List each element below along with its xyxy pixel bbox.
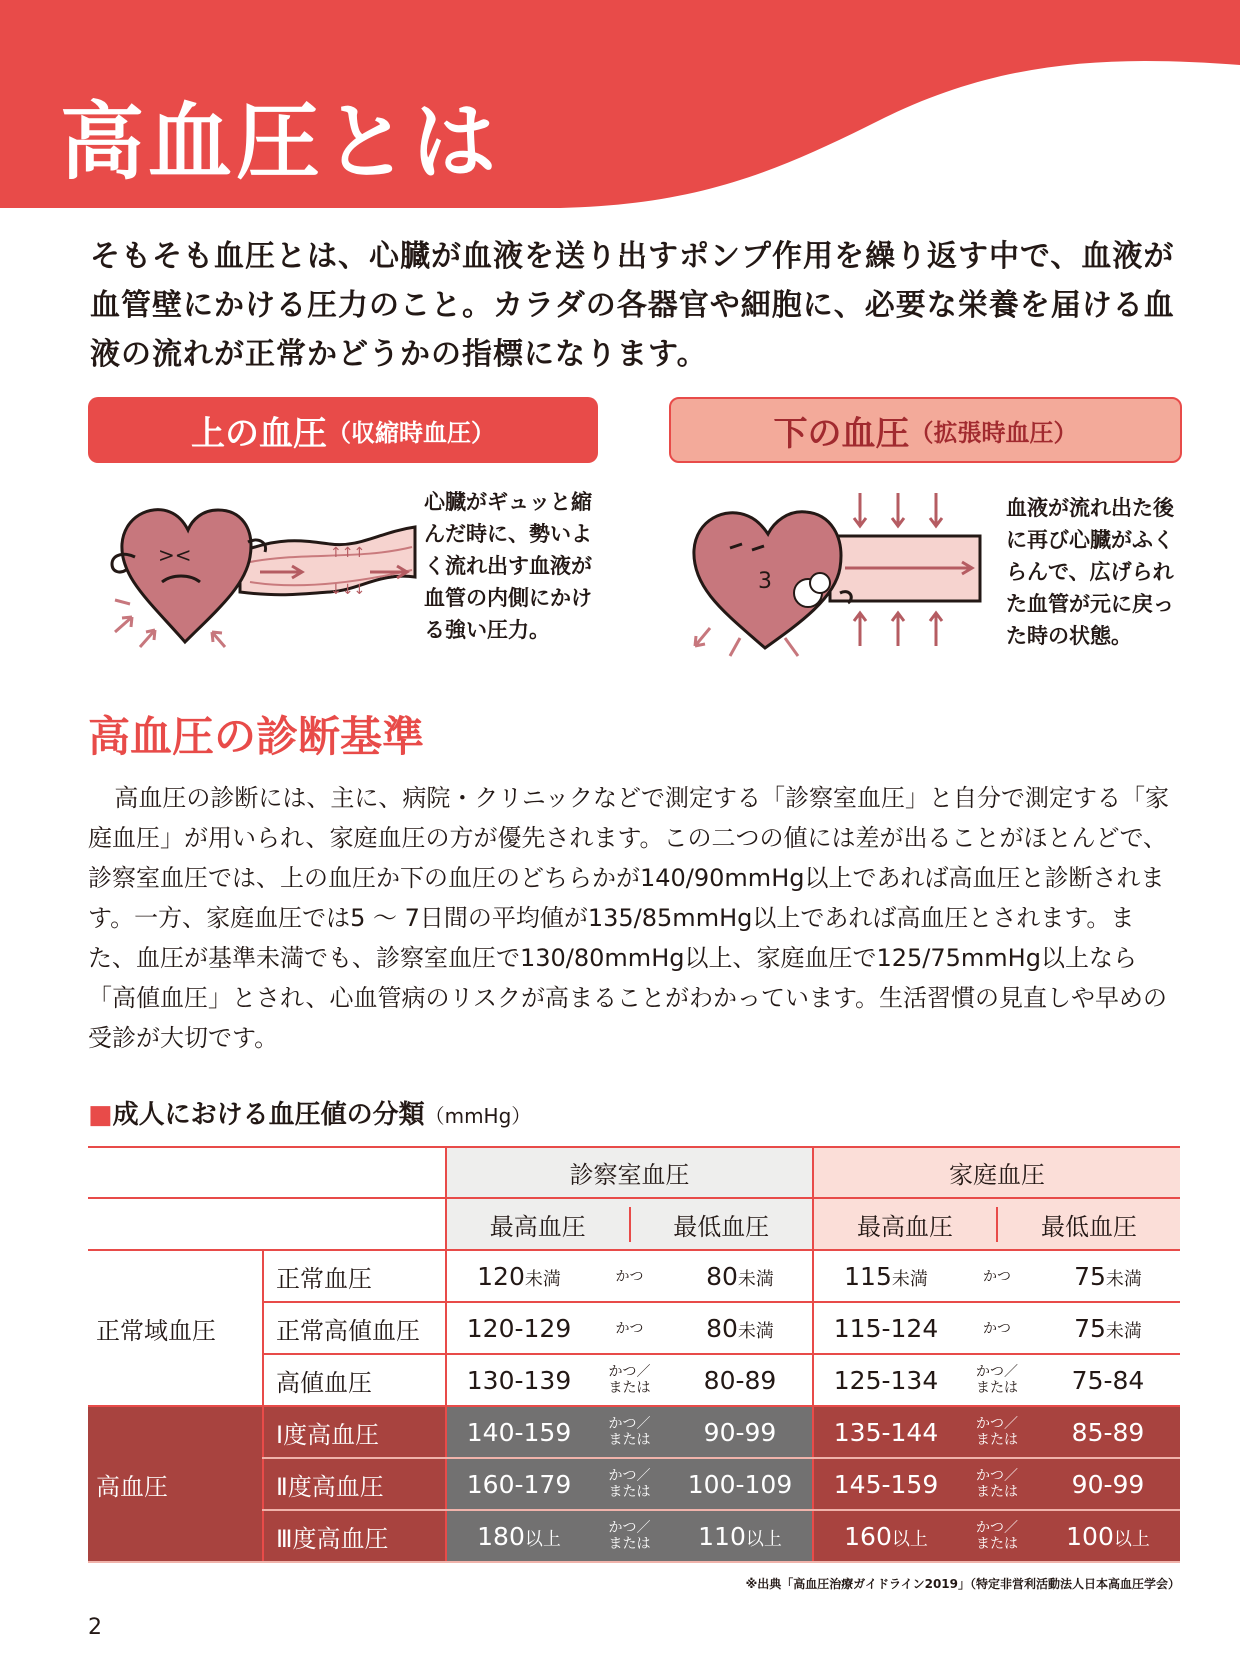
relaxing-heart-illustration xyxy=(680,488,990,658)
row-category: 高値血圧 xyxy=(263,1354,446,1406)
row-category: Ⅱ度高血圧 xyxy=(263,1458,446,1510)
table-corner-2 xyxy=(88,1198,446,1250)
office-dia-header: 最低血圧 xyxy=(629,1207,813,1242)
home-dia-value: 85-89 xyxy=(1071,1417,1145,1447)
page-number: 2 xyxy=(88,1615,102,1640)
upper-bp-banner xyxy=(88,397,598,463)
home-dia-header: 最低血圧 xyxy=(996,1207,1180,1242)
hyper-band-label: 高血圧 xyxy=(88,1406,263,1562)
home-bp-header: 家庭血圧 xyxy=(813,1147,1180,1198)
office-sys-header: 最高血圧 xyxy=(489,1212,586,1241)
home-dia-value: 100 xyxy=(1066,1521,1114,1551)
home-sys-unit: 以上 xyxy=(891,1528,928,1550)
home-dia-value: 75 xyxy=(1074,1261,1106,1291)
office-dia-unit: 未満 xyxy=(737,1320,774,1342)
home-dia-value: 90-99 xyxy=(1071,1469,1145,1499)
svg-text:3: 3 xyxy=(758,569,772,594)
office-sys-value: 180 xyxy=(477,1521,525,1551)
table-caption-text: 成人における血圧値の分類 xyxy=(112,1100,425,1130)
table-header-row xyxy=(88,1147,1180,1198)
upper-bp-sub: （収縮時血圧） xyxy=(327,418,495,447)
office-dia-value: 100-109 xyxy=(687,1469,793,1499)
upper-bp-description: 心臓がギュッと縮 んだ時に、勢いよ く流れ出す血液が 血管の内側にかけ る強い圧力。 xyxy=(424,490,592,642)
office-conjunction: かつ／ または xyxy=(608,1468,651,1500)
office-dia-unit: 未満 xyxy=(737,1268,774,1290)
home-dia-unit: 未満 xyxy=(1105,1268,1142,1290)
lower-bp-label: 下の血圧 xyxy=(773,413,910,454)
office-conjunction: かつ xyxy=(615,1269,644,1285)
row-category: 正常血圧 xyxy=(263,1250,446,1302)
table-subheader-row xyxy=(88,1198,1180,1250)
office-bp-header: 診察室血圧 xyxy=(446,1147,813,1198)
svg-text:↑↑↑: ↑↑↑ xyxy=(330,545,366,561)
home-sys-value: 160 xyxy=(844,1521,892,1551)
lower-bp-description: 血液が流れ出た後 に再び心臓がふく らんで、広げられ た血管が元に戻っ た時の状態。 xyxy=(1006,496,1174,648)
bp-classification-table xyxy=(88,1146,1180,1563)
office-conjunction: かつ／ または xyxy=(608,1364,651,1396)
contracting-heart-illustration xyxy=(100,482,420,652)
home-dia-value: 75-84 xyxy=(1071,1365,1145,1395)
svg-text:↓↓↓: ↓↓↓ xyxy=(330,582,366,598)
normal-band-label: 正常域血圧 xyxy=(88,1250,263,1406)
home-sys-value: 115-124 xyxy=(833,1313,939,1343)
home-conjunction: かつ／ または xyxy=(976,1520,1018,1552)
office-sys-unit: 以上 xyxy=(524,1528,561,1550)
home-sys-value: 115 xyxy=(844,1261,892,1291)
table-caption-unit: （mmHg） xyxy=(424,1104,532,1128)
home-dia-unit: 未満 xyxy=(1105,1320,1142,1342)
office-conjunction: かつ／ または xyxy=(608,1520,651,1552)
lower-bp-sub: （拡張時血圧） xyxy=(909,418,1078,447)
office-dia-value: 80 xyxy=(706,1313,738,1343)
table-row xyxy=(88,1250,1180,1302)
office-sys-value: 160-179 xyxy=(466,1469,572,1499)
lower-bp-banner xyxy=(669,397,1182,463)
upper-bp-label: 上の血圧 xyxy=(191,413,327,454)
page-title: 高血圧とは xyxy=(60,93,501,191)
home-conjunction: かつ xyxy=(983,1321,1011,1337)
office-dia-value: 90-99 xyxy=(703,1417,777,1447)
home-sys-unit: 未満 xyxy=(891,1268,928,1290)
office-dia-value: 80 xyxy=(706,1261,738,1291)
home-conjunction: かつ xyxy=(983,1269,1011,1285)
criteria-title: 高血圧の診断基準 xyxy=(88,712,425,761)
home-sys-value: 145-159 xyxy=(833,1469,939,1499)
row-category: Ⅲ度高血圧 xyxy=(263,1510,446,1562)
table-corner xyxy=(88,1147,446,1198)
intro-text: そもそも血圧とは、心臓が血液を送り出すポンプ作用を繰り返す中で、血液が血管壁にかける圧力のこと。カラダの各器官や細胞に、必要な栄養を届ける血液の流れが正常かどうかの指標になります。 xyxy=(90,239,1175,372)
home-conjunction: かつ／ または xyxy=(976,1416,1018,1448)
home-sys-value: 135-144 xyxy=(833,1417,939,1447)
table-row xyxy=(88,1406,1180,1458)
home-dia-unit: 以上 xyxy=(1113,1528,1150,1550)
table-caption xyxy=(88,1102,531,1128)
office-sys-value: 120-129 xyxy=(466,1313,572,1343)
home-conjunction: かつ／ または xyxy=(976,1364,1018,1396)
office-conjunction: かつ／ または xyxy=(608,1416,651,1448)
svg-text:><: >< xyxy=(158,543,192,567)
office-sys-value: 120 xyxy=(477,1261,525,1291)
source-note: ※出典「高血圧治療ガイドライン2019」（特定非営利活動法人日本高血圧学会） xyxy=(745,1577,1180,1591)
office-sys-value: 140-159 xyxy=(466,1417,572,1447)
office-dia-unit: 以上 xyxy=(745,1528,782,1550)
home-conjunction: かつ／ または xyxy=(976,1468,1018,1500)
office-dia-value: 80-89 xyxy=(703,1365,777,1395)
office-conjunction: かつ xyxy=(615,1321,644,1337)
office-sys-unit: 未満 xyxy=(524,1268,561,1290)
caption-square-icon: ■ xyxy=(88,1100,113,1130)
home-dia-value: 75 xyxy=(1074,1313,1106,1343)
row-category: Ⅰ度高血圧 xyxy=(263,1406,446,1458)
office-dia-value: 110 xyxy=(698,1521,746,1551)
office-sys-value: 130-139 xyxy=(466,1365,572,1395)
home-sys-value: 125-134 xyxy=(833,1365,939,1395)
row-category: 正常高値血圧 xyxy=(263,1302,446,1354)
criteria-body: 高血圧の診断には、主に、病院・クリニックなどで測定する「診察室血圧」と自分で測定する「家庭血圧」が用いられ、家庭血圧の方が優先されます。この二つの値には差が出ることがほとんどで、診察室血圧では、上の血圧か下の血圧のどちらかが140/90mmHg以上であれば高血圧と診断されます。一方、家庭血圧では5 〜 7日間の平均値が135/85mmHg以上であれば高血圧とされます。また、血圧が基準未満でも、診察室血圧で130/80mmHg以上、家庭血圧で125/75mmHg以上なら「高値血圧」とされ、心血管病のリスクが高まることがわかっています。生活習慣の見直しや早めの受診が大切です。 xyxy=(88,784,1169,1052)
home-sys-header: 最高血圧 xyxy=(857,1212,953,1241)
